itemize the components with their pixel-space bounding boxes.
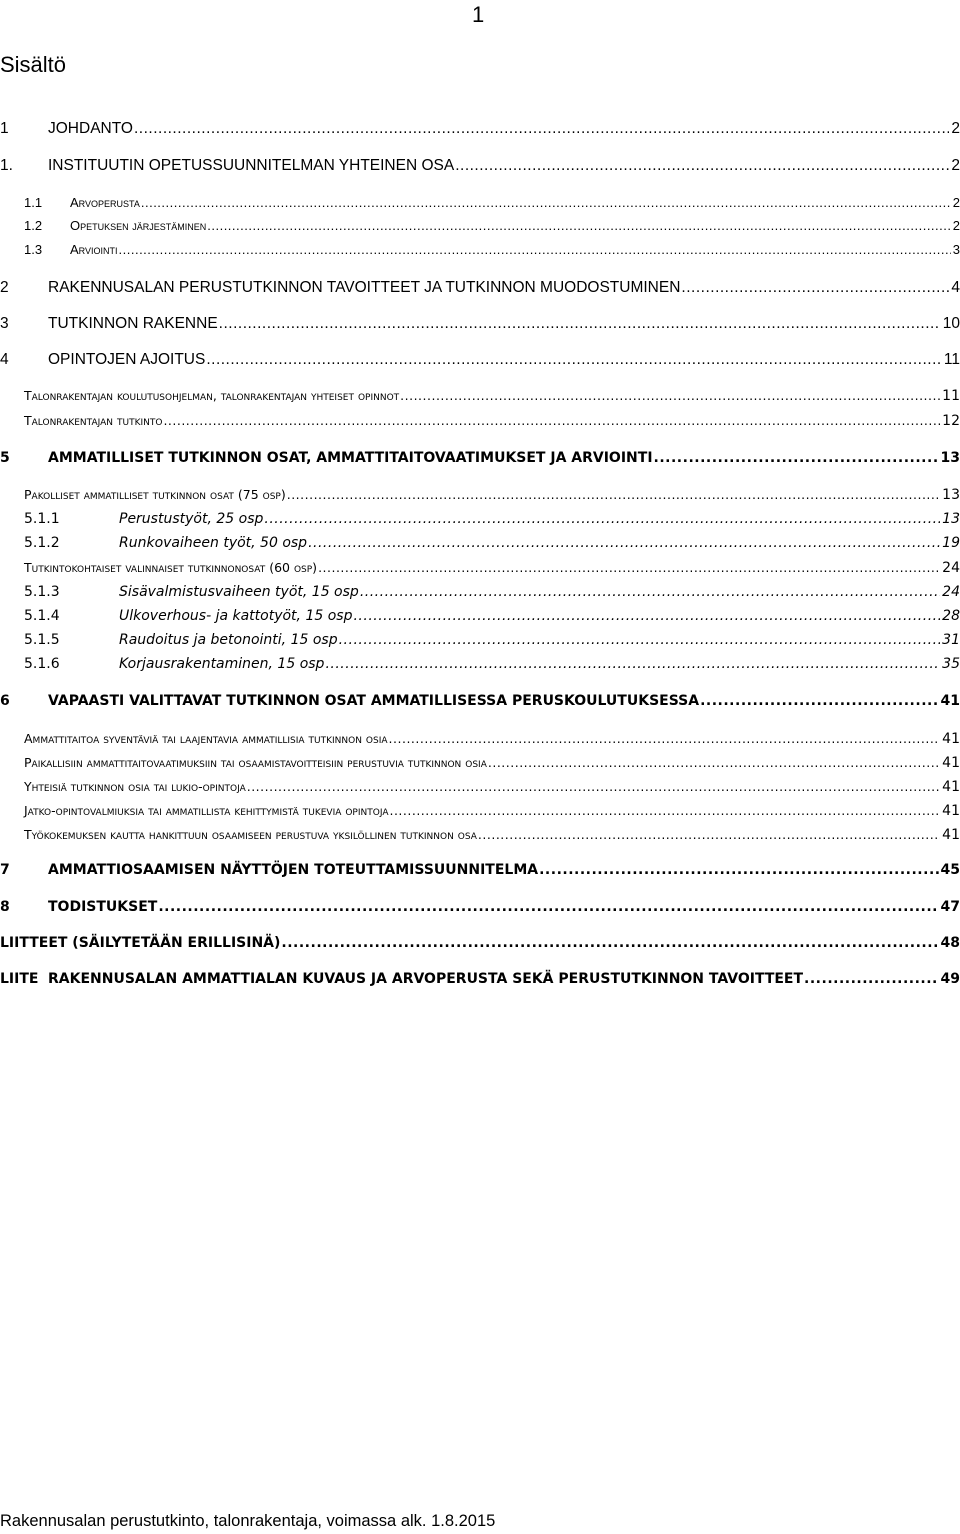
toc-entry-label: Raudoitus ja betonointi, 15 osp [119, 632, 338, 648]
toc-entry-page: 12 [942, 413, 960, 429]
toc-entry-label: Paikallisiin ammattitaitovaatimuksiin tai osaamistavoitteisiin perustuvia tutkinnon osia [24, 755, 487, 770]
page-title: Sisältö [0, 52, 67, 77]
toc-entry-page: 13 [940, 450, 960, 466]
toc-entry-label: Pakolliset ammatilliset tutkinnon osat (75 osp) [24, 487, 286, 502]
toc-entry-number: 4 [0, 351, 9, 368]
dot-leader [539, 862, 938, 878]
toc-entry-perustustyot[interactable] [0, 511, 960, 535]
toc-entry-number: 1.3 [24, 242, 43, 257]
toc-entry-arviointi[interactable] [0, 242, 960, 266]
toc-entry-label: Ulkoverhous- ja kattotyöt, 15 osp [119, 608, 353, 624]
toc-entry-page: 24 [942, 560, 960, 576]
dot-leader [119, 242, 951, 257]
page-footer: Rakennusalan perustutkinto, talonrakentaja, voimassa alk. 1.8.2015 [0, 1512, 496, 1530]
dot-leader [281, 935, 938, 951]
toc-entry-opintojen-ajoitus[interactable] [0, 351, 960, 375]
toc-entry-number: 5.1.4 [24, 608, 60, 624]
dot-leader [163, 413, 940, 428]
dot-leader [247, 779, 940, 794]
toc-entry-page: 2 [951, 157, 960, 174]
toc-entry-page: 41 [942, 731, 960, 747]
toc-entry-page: 47 [940, 899, 960, 915]
toc-entry-page: 31 [942, 632, 960, 648]
toc-entry-nayttojen-suunnitelma[interactable] [0, 862, 960, 886]
toc-entry-number: 5.1.5 [24, 632, 60, 648]
toc-entry-ammatilliset-osat[interactable] [0, 450, 960, 474]
toc-entry-label: INSTITUUTIN OPETUSSUUNNITELMAN YHTEINEN OSA [48, 157, 455, 174]
toc-entry-label: AMMATTIOSAAMISEN NÄYTTÖJEN TOTEUTTAMISSUUNNITELMA [48, 862, 539, 878]
toc-entry-page: 19 [942, 535, 960, 551]
toc-entry-number: 1.1 [24, 195, 43, 210]
toc-entry-page: 41 [942, 755, 960, 771]
toc-entry-number: 1. [0, 157, 13, 174]
toc-entry-page: 28 [942, 608, 960, 624]
dot-leader [360, 584, 940, 600]
dot-leader [339, 632, 941, 648]
toc-entry-label: RAKENNUSALAN PERUSTUTKINNON TAVOITTEET JA TUTKINNON MUODOSTUMINEN [48, 279, 681, 296]
toc-entry-label: Perustustyöt, 25 osp [119, 511, 264, 527]
page-number: 1 [472, 2, 485, 27]
dot-leader [206, 351, 942, 369]
toc-entry-raudoitus[interactable] [0, 632, 960, 656]
toc-entry-label: RAKENNUSALAN AMMATTIALAN KUVAUS JA ARVOPERUSTA SEKÄ PERUSTUTKINNON TAVOITTEET [48, 971, 804, 987]
toc-entry-valinnaiset-osat[interactable] [0, 560, 960, 584]
toc-entry-label: Arviointi [70, 242, 118, 257]
toc-entry-label: Arvoperusta [70, 195, 140, 210]
toc-entry-label: Opetuksen järjestäminen [70, 218, 207, 233]
toc-entry-korjausrakentaminen[interactable] [0, 656, 960, 680]
dot-leader [681, 279, 949, 297]
dot-leader [700, 693, 938, 709]
dot-leader [264, 511, 940, 527]
dot-leader [804, 971, 938, 987]
toc-entry-label: Runkovaiheen työt, 50 osp [119, 535, 308, 551]
dot-leader [287, 487, 940, 502]
toc-entry-opetuksen-jarjestaminen[interactable] [0, 218, 960, 242]
dot-leader [455, 157, 949, 175]
toc-entry-number: 5.1.2 [24, 535, 60, 551]
toc-entry-pakolliset-osat[interactable] [0, 487, 960, 511]
toc-entry-page: 41 [942, 827, 960, 843]
toc-entry-runkovaiheen-tyot[interactable] [0, 535, 960, 559]
toc-entry-number: 2 [0, 279, 9, 296]
toc-entry-arvoperusta[interactable] [0, 195, 960, 219]
dot-leader [308, 535, 940, 551]
toc-entry-label: Työkokemuksen kautta hankittuun osaamiseen perustuva yksilöllinen tutkinnon osa [24, 827, 477, 842]
toc-entry-sisavalmistus[interactable] [0, 584, 960, 608]
toc-entry-page: 10 [942, 315, 960, 332]
toc-entry-label: AMMATILLISET TUTKINNON OSAT, AMMATTITAITOVAATIMUKSET JA ARVIOINTI [48, 450, 653, 466]
toc-entry-label: LIITTEET (SÄILYTETÄÄN ERILLISINÄ) [0, 935, 281, 951]
toc-entry-label: Jatko-opintovalmiuksia tai ammatillista kehittymistä tukevia opintoja [24, 803, 389, 818]
toc-entry-page: 41 [942, 779, 960, 795]
toc-entry-number: 7 [0, 862, 10, 878]
toc-entry-ulkoverhous[interactable] [0, 608, 960, 632]
dot-leader [389, 803, 940, 818]
dot-leader [400, 388, 940, 403]
toc-entry-yhteisia-osia[interactable] [0, 779, 960, 803]
toc-entry-number: 5.1.1 [24, 511, 60, 527]
toc-entry-syventavia-osia[interactable] [0, 731, 960, 755]
toc-entry-number: 3 [0, 315, 9, 332]
toc-entry-page: 13 [942, 511, 960, 527]
toc-entry-liite[interactable] [0, 971, 960, 995]
toc-entry-number: 5.1.6 [24, 656, 60, 672]
toc-entry-tutkinnon-rakenne[interactable] [0, 315, 960, 339]
toc-entry-number: 1.2 [24, 218, 43, 233]
toc-entry-yhteiset-opinnot[interactable] [0, 388, 960, 412]
toc-entry-talonrakentajan-tutkinto[interactable] [0, 413, 960, 437]
toc-entry-page: 2 [952, 218, 960, 233]
dot-leader [353, 608, 940, 624]
toc-entry-page: 2 [952, 195, 960, 210]
toc-entry-label: JOHDANTO [48, 120, 133, 137]
toc-entry-page: 13 [942, 487, 960, 503]
toc-entry-page: 41 [942, 803, 960, 819]
dot-leader [325, 656, 940, 672]
dot-leader [488, 755, 940, 770]
toc-entry-page: 11 [942, 388, 960, 404]
toc-entry-tavoitteet[interactable] [0, 279, 960, 303]
toc-entry-johdanto[interactable] [0, 120, 960, 144]
toc-entry-label: Talonrakentajan koulutusohjelman, talonrakentajan yhteiset opinnot [24, 388, 400, 403]
toc-entry-vapaasti-valittavat[interactable] [0, 693, 960, 717]
toc-entry-number: 1 [0, 120, 9, 137]
dot-leader [478, 827, 940, 842]
toc-entry-number: 5 [0, 450, 10, 466]
toc-entry-jatko-opinto[interactable] [0, 803, 960, 827]
toc-entry-page: 48 [940, 935, 960, 951]
toc-entry-label: TUTKINNON RAKENNE [48, 315, 218, 332]
toc-entry-page: 4 [951, 279, 960, 296]
toc-entry-label: TODISTUKSET [48, 899, 158, 915]
toc-entry-page: 11 [943, 351, 960, 368]
toc-entry-label: VAPAASTI VALITTAVAT TUTKINNON OSAT AMMATILLISESSA PERUSKOULUTUKSESSA [48, 693, 700, 709]
toc-entry-page: 24 [942, 584, 960, 600]
toc-entry-label: Talonrakentajan tutkinto [24, 413, 163, 428]
dot-leader [134, 120, 949, 138]
toc-entry-page: 45 [940, 862, 960, 878]
toc-entry-instituutin-ops[interactable] [0, 157, 960, 181]
toc-entry-label: Ammattitaitoa syventäviä tai laajentavia ammatillisia tutkinnon osia [24, 731, 388, 746]
toc-entry-page: 41 [940, 693, 960, 709]
dot-leader [158, 899, 938, 915]
dot-leader [654, 450, 939, 466]
toc-entry-page: 35 [942, 656, 960, 672]
toc-entry-page: 49 [940, 971, 960, 987]
dot-leader [318, 560, 940, 575]
toc-entry-paikallisiin-osia[interactable] [0, 755, 960, 779]
toc-entry-page: 3 [952, 242, 960, 257]
toc-entry-number: LIITE [0, 971, 39, 987]
toc-entry-label: OPINTOJEN AJOITUS [48, 351, 206, 368]
toc-entry-label: Yhteisiä tutkinnon osia tai lukio-opintoja [24, 779, 246, 794]
toc-entry-label: Korjausrakentaminen, 15 osp [119, 656, 325, 672]
toc-entry-number: 5.1.3 [24, 584, 60, 600]
toc-entry-page: 2 [951, 120, 960, 137]
dot-leader [219, 315, 941, 333]
toc-entry-liitteet[interactable] [0, 935, 960, 959]
toc-entry-tyokokemus[interactable] [0, 827, 960, 851]
dot-leader [389, 731, 941, 746]
toc-entry-number: 8 [0, 899, 10, 915]
toc-entry-label: Tutkintokohtaiset valinnaiset tutkinnonosat (60 osp) [24, 560, 318, 575]
toc-entry-number: 6 [0, 693, 10, 709]
dot-leader [207, 218, 951, 233]
dot-leader [141, 195, 951, 210]
toc-entry-todistukset[interactable] [0, 899, 960, 923]
toc-entry-label: Sisävalmistusvaiheen työt, 15 osp [119, 584, 359, 600]
